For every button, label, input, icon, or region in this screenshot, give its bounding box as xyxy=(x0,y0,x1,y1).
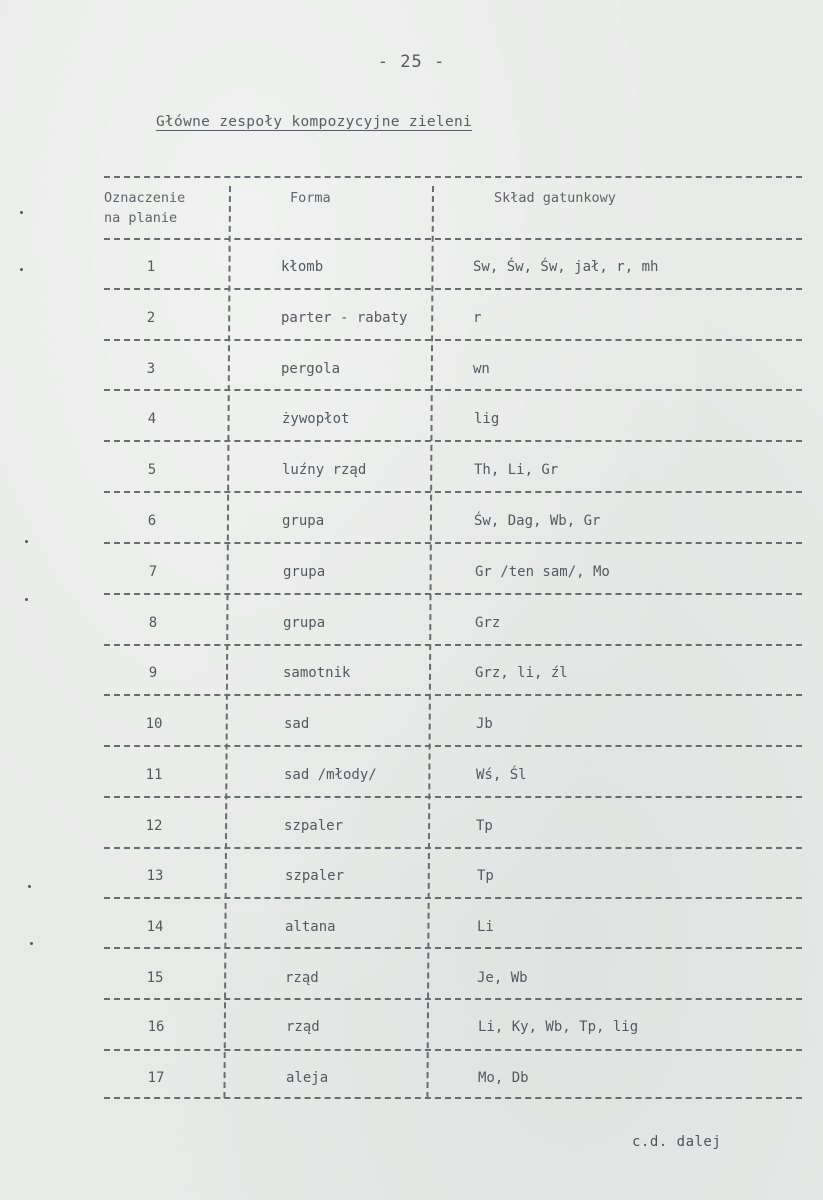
row-8-form: grupa xyxy=(283,615,326,631)
row-12-number: 12 xyxy=(145,818,163,834)
row-9-number: 9 xyxy=(148,665,158,681)
row-rule xyxy=(104,593,802,595)
row-rule xyxy=(104,491,802,493)
header-designation-line2: na planie xyxy=(104,210,178,226)
row-17-form: aleja xyxy=(286,1070,329,1086)
row-rule xyxy=(104,998,802,1000)
row-5-composition: Th, Li, Gr xyxy=(474,462,559,478)
row-8-composition: Grz xyxy=(475,615,501,631)
row-6-form: grupa xyxy=(282,513,325,529)
row-15-composition: Je, Wb xyxy=(477,970,528,986)
row-4-form: żywopłot xyxy=(282,411,350,427)
row-13-number: 13 xyxy=(146,868,164,884)
row-15-form: rząd xyxy=(285,970,319,986)
row-4-composition: lig xyxy=(474,411,500,427)
table-top-rule xyxy=(104,176,802,178)
row-16-form: rząd xyxy=(286,1019,320,1035)
row-rule xyxy=(104,947,802,949)
continuation-note: c.d. dalej xyxy=(632,1134,722,1150)
row-16-number: 16 xyxy=(147,1019,165,1035)
row-2-form: parter - rabaty xyxy=(281,310,408,326)
margin-dot xyxy=(30,942,33,945)
row-14-number: 14 xyxy=(146,919,164,935)
row-rule xyxy=(104,644,802,646)
row-rule xyxy=(104,339,802,341)
row-12-composition: Tp xyxy=(476,818,493,834)
margin-dot xyxy=(25,540,28,543)
row-7-form: grupa xyxy=(283,564,326,580)
row-rule xyxy=(104,694,802,696)
row-9-composition: Grz, li, źl xyxy=(475,665,568,681)
row-2-composition: r xyxy=(473,310,482,326)
header-designation-line1: Oznaczenie xyxy=(104,190,186,206)
row-11-form: sad /młody/ xyxy=(284,767,377,783)
column-separator-left xyxy=(223,186,231,1098)
row-5-number: 5 xyxy=(147,462,157,478)
row-3-number: 3 xyxy=(146,361,156,377)
row-17-composition: Mo, Db xyxy=(478,1070,529,1086)
row-1-number: 1 xyxy=(146,259,156,275)
header-form: Forma xyxy=(290,190,331,206)
row-15-number: 15 xyxy=(146,970,164,986)
row-13-form: szpaler xyxy=(285,868,345,884)
row-rule xyxy=(104,288,802,290)
row-6-composition: Św, Dag, Wb, Gr xyxy=(474,513,601,529)
row-4-number: 4 xyxy=(147,411,157,427)
row-rule xyxy=(104,389,802,391)
row-6-number: 6 xyxy=(147,513,157,529)
row-12-form: szpaler xyxy=(284,818,344,834)
margin-dot xyxy=(20,268,23,271)
header-designation xyxy=(104,188,185,228)
row-rule xyxy=(104,440,802,442)
row-9-form: samotnik xyxy=(283,665,351,681)
table-bottom-rule xyxy=(104,1097,802,1099)
column-separator-right xyxy=(426,186,434,1098)
row-14-form: altana xyxy=(285,919,336,935)
row-16-composition: Li, Ky, Wb, Tp, lig xyxy=(478,1019,639,1035)
row-2-number: 2 xyxy=(146,310,156,326)
row-11-composition: Wś, Śl xyxy=(476,767,527,783)
margin-dot xyxy=(25,598,28,601)
row-rule xyxy=(104,847,802,849)
margin-dot xyxy=(28,885,31,888)
row-3-composition: wn xyxy=(473,361,490,377)
header-composition: Skład gatunkowy xyxy=(494,190,616,206)
row-14-composition: Li xyxy=(477,919,494,935)
document-title: Główne zespoły kompozycyjne zieleni xyxy=(156,114,473,130)
margin-dot xyxy=(20,211,23,214)
row-13-composition: Tp xyxy=(477,868,494,884)
row-rule xyxy=(104,542,802,544)
header-rule xyxy=(104,238,802,240)
row-rule xyxy=(104,745,802,747)
row-3-form: pergola xyxy=(281,361,341,377)
row-1-form: kłomb xyxy=(281,259,324,275)
row-11-number: 11 xyxy=(145,767,163,783)
page-number: - 25 - xyxy=(377,52,446,72)
row-10-composition: Jb xyxy=(476,716,493,732)
row-1-composition: Sw, Św, Św, jał, r, mh xyxy=(473,259,659,275)
row-8-number: 8 xyxy=(148,615,158,631)
row-rule xyxy=(104,796,802,798)
row-7-composition: Gr /ten sam/, Mo xyxy=(475,564,610,580)
row-5-form: luźny rząd xyxy=(282,462,367,478)
row-10-form: sad xyxy=(284,716,310,732)
row-rule xyxy=(104,897,802,899)
row-rule xyxy=(104,1049,802,1051)
row-7-number: 7 xyxy=(148,564,158,580)
row-17-number: 17 xyxy=(147,1070,165,1086)
row-10-number: 10 xyxy=(145,716,163,732)
